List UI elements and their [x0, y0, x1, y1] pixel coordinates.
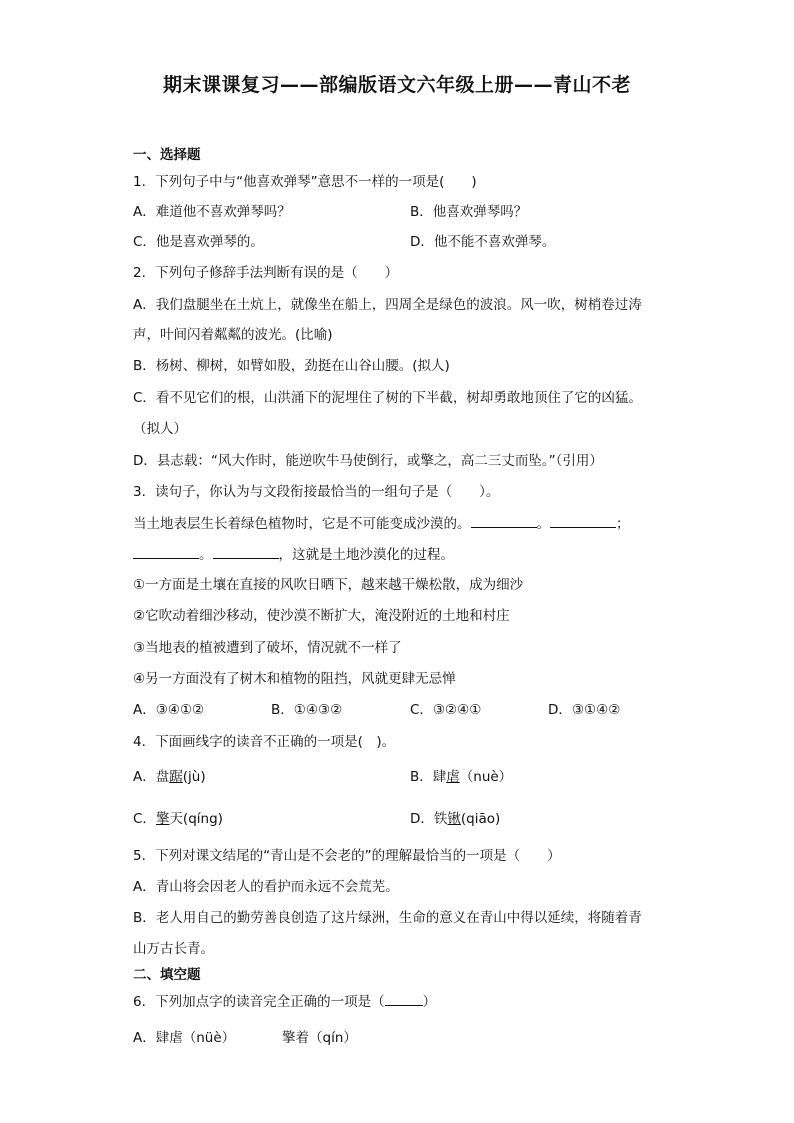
option-pinyin: (jù)	[182, 769, 206, 785]
stem-text: 6．下列加点字的读音完全正确的一项是（	[133, 994, 385, 1010]
question-3-passage-line2	[133, 544, 454, 565]
option-prefix: C．	[133, 811, 156, 827]
option-prefix: B．肆	[410, 769, 447, 785]
passage-punct: ；	[616, 516, 630, 532]
question-2-option-a-line1: A．我们盘腿坐在土炕上，就像坐在船上，四周全是绿色的波浪。风一吹，树梢卷过涛	[133, 297, 642, 313]
option-pinyin: (qiāo)	[460, 811, 501, 827]
option-prefix: D．铁	[410, 811, 448, 827]
underlined-char: 踞	[169, 769, 183, 785]
option-prefix: A．盘	[133, 769, 170, 785]
question-1-option-c: C．他是喜欢弹琴的。	[133, 234, 264, 250]
section-heading-choice: 一、选择题	[133, 147, 201, 163]
question-2-option-a-line2: 声，叶间闪着粼粼的波光。(比喻)	[133, 327, 333, 343]
passage-text: 当土地表层生长着绿色植物时，它是不可能变成沙漠的。	[133, 516, 471, 532]
underlined-char: 虐	[446, 769, 460, 785]
question-3-sentence-4: ④另一方面没有了树木和植物的阻挡，风就更肆无忌惮	[133, 671, 456, 687]
passage-punct: 。	[199, 547, 213, 563]
question-3-stem: 3．读句子，你认为与文段衔接最恰当的一组句子是（ ）。	[133, 484, 500, 500]
passage-text: ，这就是土地沙漠化的过程。	[278, 547, 454, 563]
question-3-option-c: C．③②④①	[410, 702, 482, 718]
answer-blank[interactable]	[213, 544, 279, 559]
question-5-option-b-line1: B．老人用自己的勤劳善良创造了这片绿洲，生命的意义在青山中得以延续，将随着青	[133, 910, 642, 926]
option-pinyin: （nuè）	[459, 769, 513, 785]
question-3-sentence-2: ②它吹动着细沙移动，使沙漠不断扩大，淹没附近的土地和村庄	[133, 608, 510, 624]
question-3-sentence-1: ①一方面是土壤在直接的风吹日晒下，越来越干燥松散，成为细沙	[133, 577, 524, 593]
question-4-option-b	[410, 767, 512, 787]
underlined-char: 锹	[447, 811, 461, 827]
question-3-sentence-3: ③当地表的植被遭到了破坏，情况就不一样了	[133, 640, 402, 656]
question-2-option-d: D．县志载：“风大作时，能逆吹牛马使倒行，或擎之，高二三丈而坠。”（引用）	[133, 453, 603, 469]
question-1-stem: 1．下列句子中与“他喜欢弹琴”意思不一样的一项是( )	[133, 174, 477, 190]
question-3-passage-line1	[133, 513, 630, 534]
question-1-option-b: B．他喜欢弹琴吗？	[410, 204, 528, 220]
question-3-option-b: B．①④③②	[271, 702, 343, 718]
option-pinyin: 天(qíng)	[169, 811, 223, 827]
answer-blank[interactable]	[550, 513, 616, 528]
question-6-option-a-part1: A．肆虐（nüè）	[133, 1030, 236, 1046]
underlined-char: 擎	[155, 811, 170, 827]
question-6-option-a-part2: 擎着（qín）	[282, 1030, 357, 1046]
question-2-stem: 2．下列句子修辞手法判断有误的是（ ）	[133, 265, 399, 281]
page-title: 期末课课复习——部编版语文六年级上册——青山不老	[162, 74, 631, 96]
passage-punct: 。	[536, 516, 550, 532]
question-4-option-a	[133, 767, 206, 787]
question-3-option-d: D．③①④②	[548, 702, 621, 718]
answer-blank[interactable]	[385, 991, 423, 1006]
stem-text: ）	[422, 994, 437, 1010]
question-1-option-a: A．难道他不喜欢弹琴吗？	[133, 204, 291, 220]
section-heading-fill: 二、填空题	[133, 967, 201, 983]
question-4-option-c	[133, 809, 223, 829]
answer-blank[interactable]	[471, 513, 537, 528]
question-5-option-b-line2: 山万古长青。	[133, 941, 214, 957]
question-2-option-c-line1: C．看不见它们的根，山洪涌下的泥埋住了树的下半截，树却勇敢地顶住了它的凶猛。	[133, 390, 642, 406]
question-2-option-c-line2: （拟人）	[133, 421, 187, 437]
question-5-option-a: A．青山将会因老人的看护而永远不会荒芜。	[133, 879, 399, 895]
question-6-stem	[133, 991, 436, 1012]
question-1-option-d: D．他不能不喜欢弹琴。	[410, 234, 556, 250]
question-4-stem: 4．下面画线字的读音不正确的一项是( )。	[133, 734, 396, 750]
question-5-stem: 5．下列对课文结尾的“青山是不会老的”的理解最恰当的一项是（ ）	[133, 848, 561, 864]
question-3-option-a: A．③④①②	[133, 702, 205, 718]
answer-blank[interactable]	[133, 544, 199, 559]
question-2-option-b: B．杨树、柳树，如臂如股，劲挺在山谷山腰。(拟人)	[133, 358, 450, 374]
question-4-option-d	[410, 809, 500, 829]
